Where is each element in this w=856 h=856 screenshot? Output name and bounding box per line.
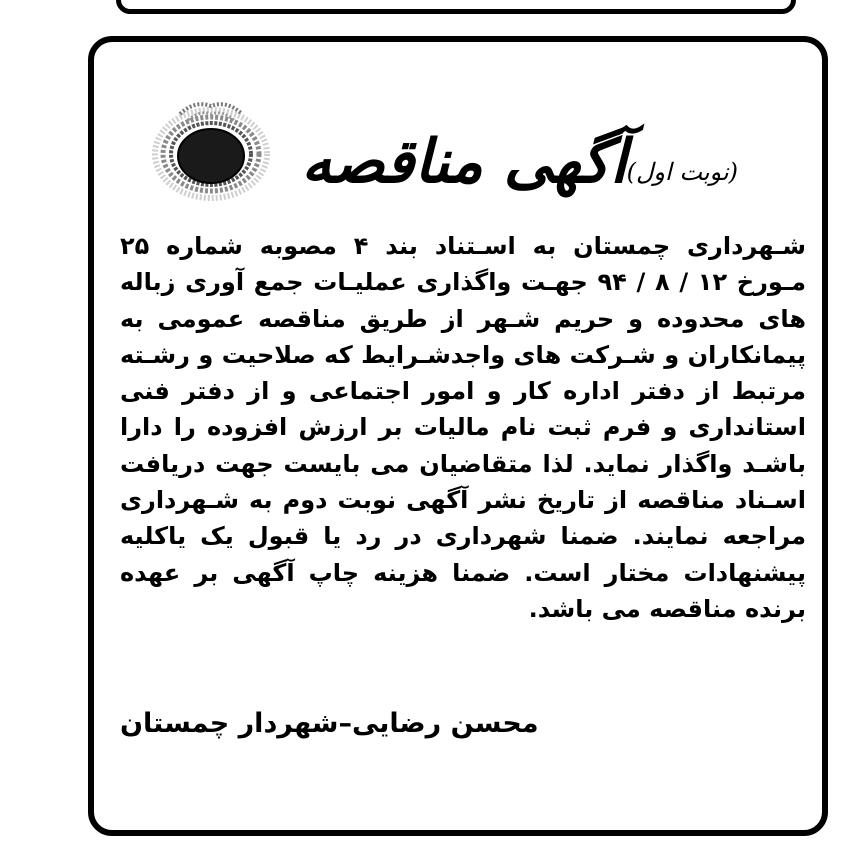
ad-signature: محسن رضایی–شهردار چمستان: [120, 708, 539, 739]
ad-body-text: شـهرداری چمستان به اسـتناد بند ۴ مصوبه شماره ۲۵ مـورخ ۱۲ / ۸ / ۹۴ جهـت واگذاری عملیـات جمع آوری زباله های محدوده و حریم شـهر از طریق مناقصه عمومی به پیمانکاران و شـرکت های واجدشـرایط که صلاحیت و رشـته مرتبط از دفتر اداره کار و امور اجتماعی و از دفتر فنی استانداری و فرم ثبت نام مالیات بر ارزش افزوده را دارا باشـد واگذار نماید. لذا متقاضیان می بایست جهت دریافت اسـناد مناقصه از تاریخ نشر آگهی نوبت دوم به شـهرداری مراجعه نمایند. ضمنا شهرداری در رد یا قبول یک یاکلیه پیشنهادات مختار است. ضمنا هزینه چاپ آگهی بر عهده برنده مناقصه می باشد.: [120, 232, 807, 623]
previous-ad-border: [116, 0, 796, 14]
ad-signature-block: [120, 708, 806, 739]
ad-title: آگهی مناقصه: [301, 127, 627, 197]
ad-subtitle: (نوبت اول): [626, 158, 738, 186]
ad-header: [291, 92, 738, 197]
municipality-logo: [150, 92, 272, 202]
